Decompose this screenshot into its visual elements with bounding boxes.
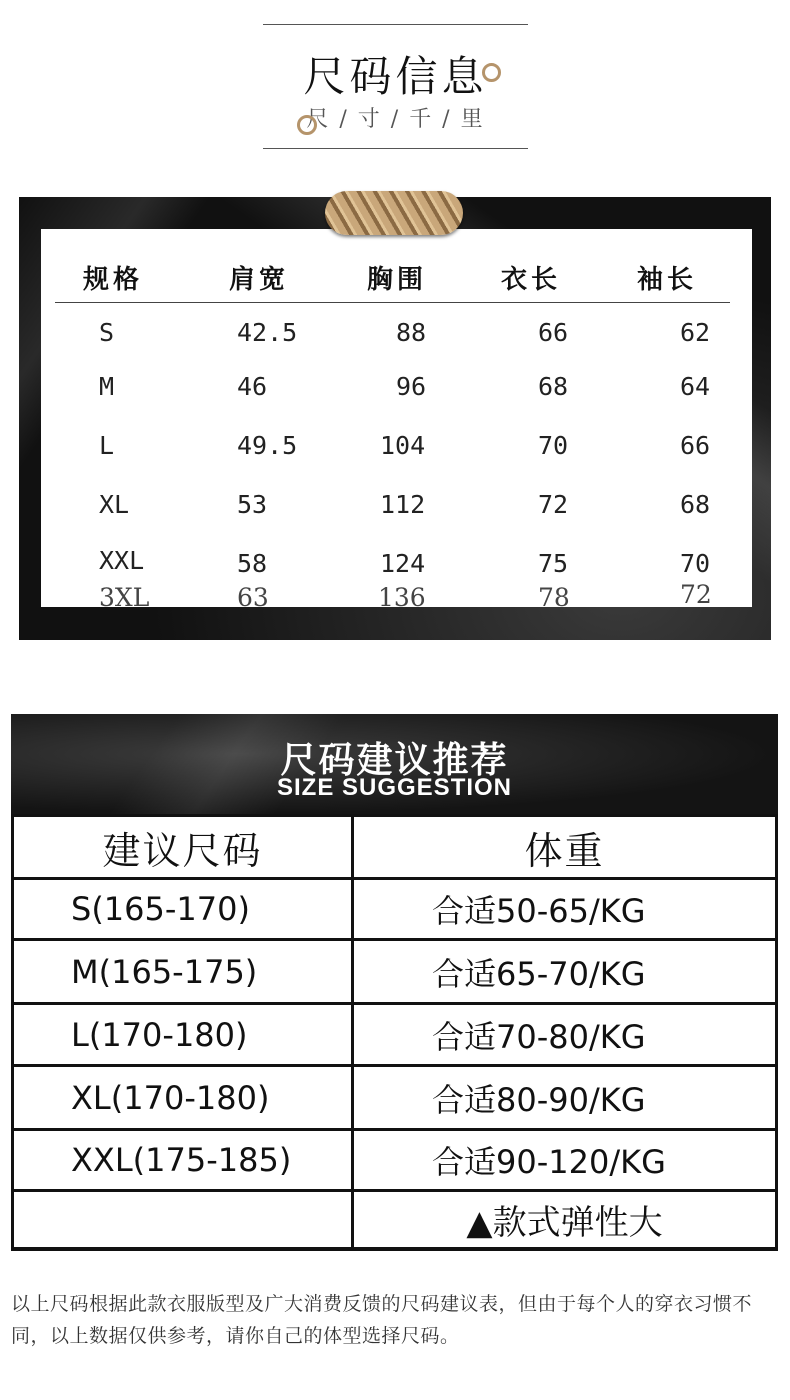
size-table-cell: 136 — [378, 583, 426, 607]
decorative-ring-icon — [482, 63, 501, 82]
size-table-cell: 68 — [538, 372, 569, 401]
size-table-cell: XL — [99, 490, 130, 519]
page-title: 尺码信息 — [303, 52, 488, 101]
suggestion-size-cell: L(170-180) — [14, 1005, 351, 1064]
rope-knot-icon — [325, 191, 463, 235]
suggestion-title: 尺码建议推荐 — [280, 740, 509, 781]
size-table-cell: 42.5 — [237, 318, 298, 347]
size-table-cell: 66 — [538, 318, 569, 347]
size-table-cell: L — [99, 431, 115, 460]
suggestion-size-cell: S(165-170) — [14, 880, 351, 938]
suggestion-weight-cell: 合适90-120/KG — [354, 1131, 775, 1189]
elastic-note: ▲款式弹性大 — [354, 1192, 775, 1247]
suggestion-weight-cell: 合适70-80/KG — [354, 1005, 775, 1064]
header-top-rule — [263, 24, 528, 25]
size-table-cell: 88 — [396, 318, 427, 347]
size-table-header-cell: 胸围 — [367, 265, 428, 295]
size-table-cell: 70 — [538, 431, 569, 460]
decorative-ring-icon — [297, 115, 317, 135]
suggestion-subtitle: SIZE SUGGESTION — [276, 774, 513, 801]
size-table-cell: 3XL — [99, 583, 150, 607]
size-table — [41, 229, 752, 607]
suggestion-header-weight: 体重 — [354, 817, 775, 877]
size-table-cell: 78 — [538, 583, 570, 607]
suggestion-weight-cell: 合适50-65/KG — [354, 880, 775, 938]
size-table-cell: 124 — [380, 549, 426, 578]
size-table-cell: 46 — [237, 372, 268, 401]
suggestion-size-cell: XL(170-180) — [14, 1067, 351, 1128]
size-table-cell: M — [99, 372, 115, 401]
size-table-cell: 112 — [380, 490, 426, 519]
size-table-cell: 66 — [680, 431, 711, 460]
size-table-cell: 58 — [237, 549, 268, 578]
size-table-cell: 70 — [680, 549, 711, 578]
size-table-header-cell: 肩宽 — [229, 265, 290, 295]
size-table-divider — [55, 302, 730, 303]
size-table-cell: 62 — [680, 318, 711, 347]
size-table-cell: 68 — [680, 490, 711, 519]
size-table-cell: 53 — [237, 490, 268, 519]
suggestion-table — [11, 814, 778, 1251]
suggestion-size-cell: M(165-175) — [14, 941, 351, 1002]
footnote: 以上尺码根据此款衣服版型及广大消费反馈的尺码建议表，但由于每个人的穿衣习惯不同，以上数据仅供参考，请你自己的体型选择尺码。 — [11, 1293, 753, 1347]
size-table-cell: 64 — [680, 372, 711, 401]
size-table-header-cell: 袖长 — [637, 265, 698, 295]
suggestion-weight-cell: 合适65-70/KG — [354, 941, 775, 1002]
size-table-cell: 63 — [237, 583, 269, 607]
size-table-cell: 72 — [680, 580, 712, 607]
header-bottom-rule — [263, 148, 528, 149]
suggestion-size-cell: XXL(175-185) — [14, 1131, 351, 1189]
size-table-cell: XXL — [99, 546, 145, 575]
suggestion-header-size: 建议尺码 — [14, 817, 351, 877]
size-table-cell: 104 — [380, 431, 426, 460]
size-table-cell: S — [99, 318, 115, 347]
size-table-cell: 96 — [396, 372, 427, 401]
size-table-header-cell: 规格 — [83, 265, 144, 295]
suggestion-empty-cell — [14, 1192, 351, 1247]
size-table-cell: 75 — [538, 549, 569, 578]
page-subtitle: 尺 / 寸 / 千 / 里 — [306, 107, 485, 132]
size-table-cell: 72 — [538, 490, 569, 519]
suggestion-weight-cell: 合适80-90/KG — [354, 1067, 775, 1128]
suggestion-banner — [11, 714, 778, 814]
size-table-header-cell: 衣长 — [501, 265, 562, 295]
size-table-cell: 49.5 — [237, 431, 298, 460]
